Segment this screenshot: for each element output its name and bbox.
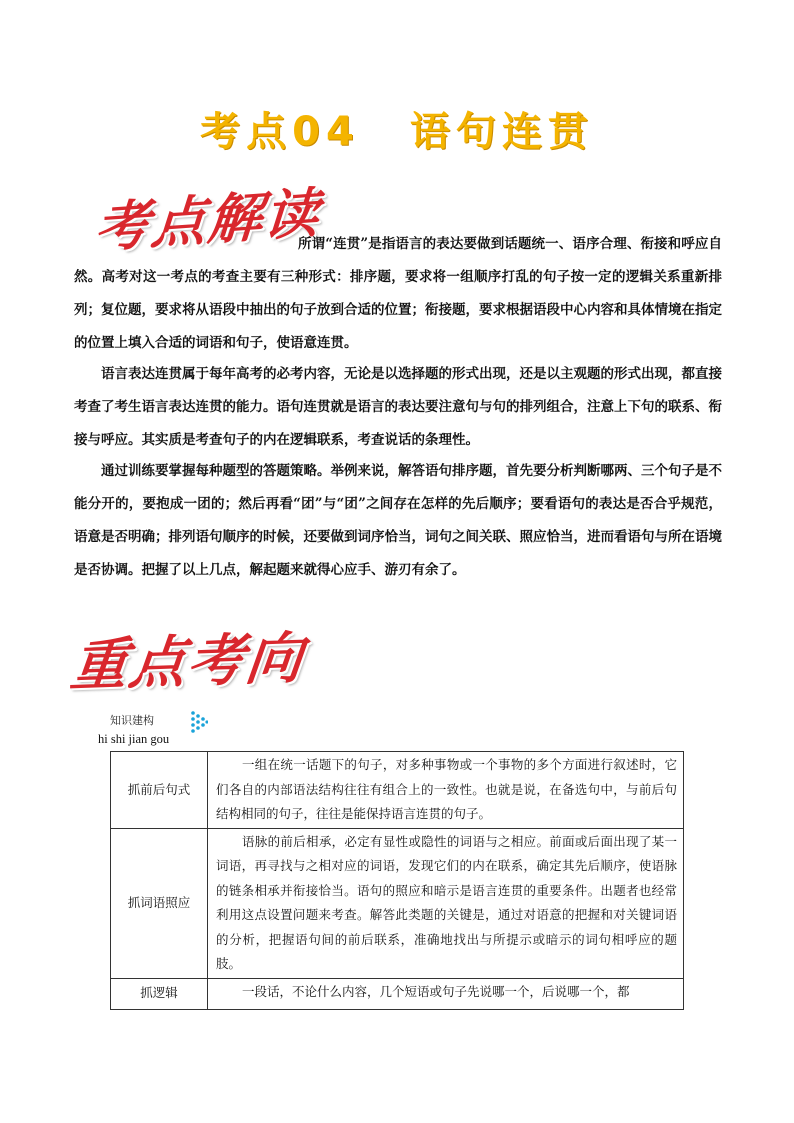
section-heading-zhongdiankaoxiang: 重点考向 xyxy=(67,624,308,700)
table-row xyxy=(111,978,684,1009)
row-text: 语脉的前后相承，必定有显性或隐性的词语与之相应。前面或后面出现了某一词语，再寻找与之相对应的词语，发现它们的内在联系，确定其先后顺序，使语脉的链条相承并衔接恰当。语句的照应和暗示是语言连贯的重要条件。出题者也经常利用这点设置问题来考查。解答此类题的关键是，通过对语意的把握和对关键词语的分析，把握语句间的前后联系，准确地找出与所提示或暗示的词句相呼应的题肢。 xyxy=(208,828,684,978)
knowledge-table xyxy=(110,751,684,1010)
row-label: 抓逻辑 xyxy=(111,978,208,1009)
page-title xyxy=(0,100,794,157)
section-heading-kaodianjiedu: 考点解读 xyxy=(92,180,323,260)
paragraph-1: 所谓“连贯”是指语言的表达要做到话题统一、语序合理、衔接和呼应自然。高考对这一考点的考查主要有三种形式：排序题，要求将一组顺序打乱的句子按一定的逻辑关系重新排列；复位题，要求将从语段中抽出的句子放到合适的位置；衔接题，要求根据语段中心内容和具体情境在指定的位置上填入合适的词语和句子，使语意连贯。 xyxy=(74,236,722,351)
paragraph-3: 通过训练要掌握每种题型的答题策略。举例来说，解答语句排序题，首先要分析判断哪两、三个句子是不能分开的，要抱成一团的；然后再看“团”与“团”之间存在怎样的先后顺序；要看语句的表达是否合乎规范，语意是否明确；排列语句顺序的时候，还要做到词序恰当，词句之间关联、照应恰当，进而看语句与所在语境是否协调。把握了以上几点，解起题来就得心应手、游刃有余了。 xyxy=(74,463,722,578)
knowledge-label: 知识建构 xyxy=(110,714,154,727)
table-row xyxy=(111,828,684,978)
title-part2: 语句连贯 xyxy=(409,109,594,155)
chevron-right-icon xyxy=(190,710,208,736)
table-row xyxy=(111,752,684,829)
row-text: 一组在统一话题下的句子，对多种事物或一个事物的多个方面进行叙述时，它们各自的内部语法结构往往有组合上的一致性。也就是说，在备选句中，与前后句结构相同的句子，往往是能保持语言连贯的句子。 xyxy=(208,752,684,829)
row-text: 一段话，不论什么内容，几个短语或句子先说哪一个，后说哪一个，都 xyxy=(208,978,684,1009)
row-label: 抓词语照应 xyxy=(111,828,208,978)
row-label: 抓前后句式 xyxy=(111,752,208,829)
title-part1: 考点04 xyxy=(200,109,360,155)
knowledge-pinyin: hi shi jian gou xyxy=(98,732,170,746)
paragraph-2: 语言表达连贯属于每年高考的必考内容，无论是以选择题的形式出现，还是以主观题的形式出现，都直接考查了考生语言表达连贯的能力。语句连贯就是语言的表达要注意句与句的排列组合，注意上下句的联系、衔接与呼应。其实质是考查句子的内在逻辑联系，考查说话的条理性。 xyxy=(74,366,722,448)
